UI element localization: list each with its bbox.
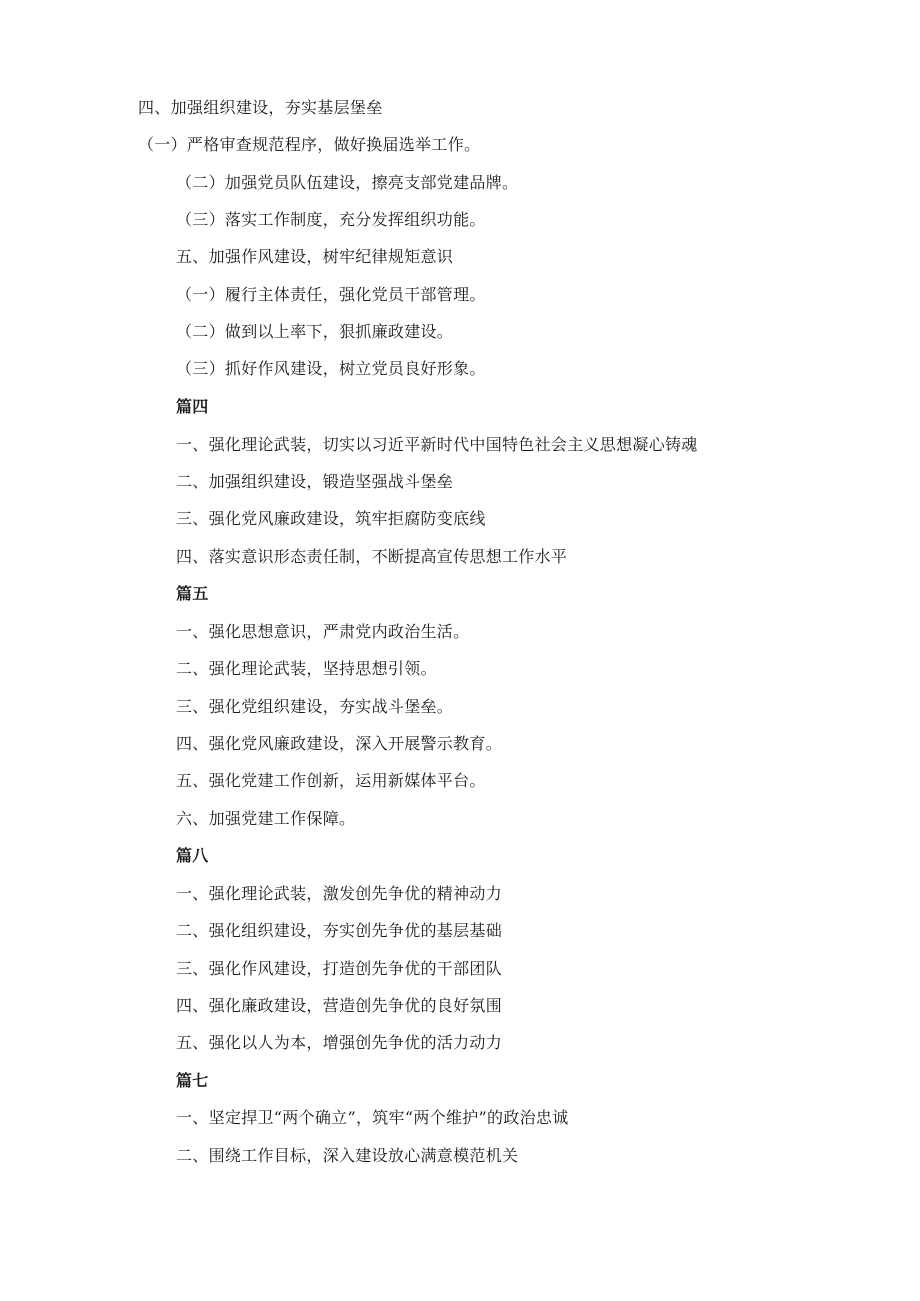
list-item: 六、加强党建工作保障。 <box>176 809 356 828</box>
subsection-item: （二）做到以上率下，狠抓廉政建设。 <box>176 322 454 341</box>
chapter-heading: 篇七 <box>176 1071 209 1090</box>
section-heading: 五、加强作风建设，树牢纪律规矩意识 <box>176 247 454 266</box>
list-item: 一、强化理论武装，切实以习近平新时代中国特色社会主义思想凝心铸魂 <box>176 435 698 454</box>
chapter-heading: 篇五 <box>176 584 209 603</box>
subsection-item: （三）抓好作风建设，树立党员良好形象。 <box>176 359 486 378</box>
subsection-item: （二）加强党员队伍建设，擦亮支部党建品牌。 <box>176 173 519 192</box>
chapter-heading: 篇八 <box>176 846 209 865</box>
list-item: 四、强化党风廉政建设，深入开展警示教育。 <box>176 734 503 753</box>
list-item: 二、围绕工作目标，深入建设放心满意模范机关 <box>176 1146 519 1165</box>
list-item: 二、强化理论武装，坚持思想引领。 <box>176 659 437 678</box>
list-item: 五、强化以人为本，增强创先争优的活力动力 <box>176 1033 503 1052</box>
subsection-item: （一）严格审查规范程序，做好换届选举工作。 <box>138 135 481 154</box>
list-item: 五、强化党建工作创新，运用新媒体平台。 <box>176 771 486 790</box>
list-item: 一、强化思想意识，严肃党内政治生活。 <box>176 622 470 641</box>
list-item: 二、强化组织建设，夯实创先争优的基层基础 <box>176 921 503 940</box>
list-item: 四、强化廉政建设，营造创先争优的良好氛围 <box>176 996 503 1015</box>
list-item: 二、加强组织建设，锻造坚强战斗堡垒 <box>176 472 454 491</box>
list-item: 一、强化理论武装，激发创先争优的精神动力 <box>176 884 503 903</box>
chapter-heading: 篇四 <box>176 397 209 416</box>
list-item: 一、坚定捍卫“两个确立”，筑牢“两个维护”的政治忠诚 <box>176 1108 569 1127</box>
section-heading: 四、加强组织建设，夯实基层堡垒 <box>138 98 383 117</box>
subsection-item: （三）落实工作制度，充分发挥组织功能。 <box>176 210 486 229</box>
list-item: 三、强化党组织建设，夯实战斗堡垒。 <box>176 697 454 716</box>
subsection-item: （一）履行主体责任，强化党员干部管理。 <box>176 285 486 304</box>
list-item: 四、落实意识形态责任制，不断提高宣传思想工作水平 <box>176 547 568 566</box>
list-item: 三、强化党风廉政建设，筑牢拒腐防变底线 <box>176 509 486 528</box>
list-item: 三、强化作风建设，打造创先争优的干部团队 <box>176 959 503 978</box>
